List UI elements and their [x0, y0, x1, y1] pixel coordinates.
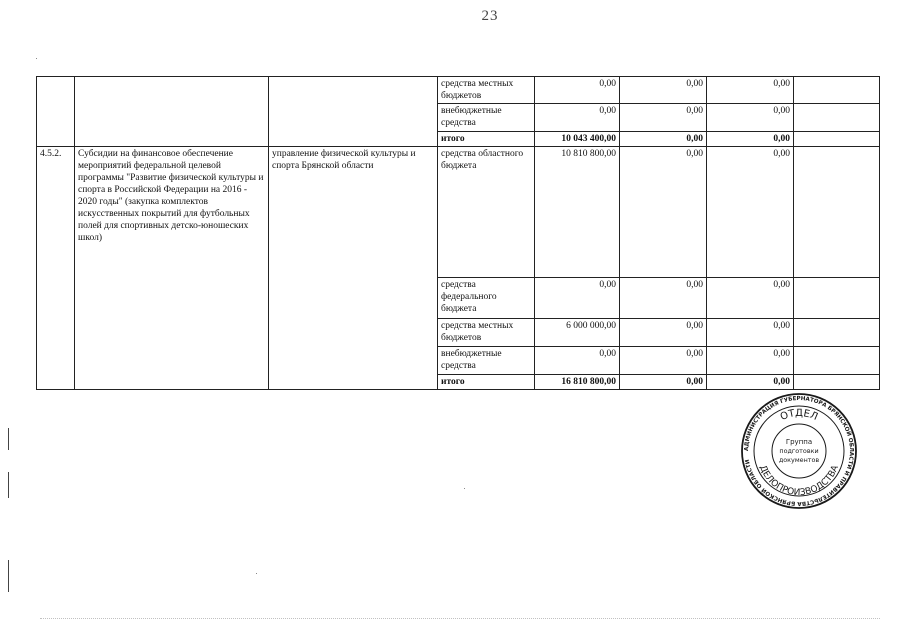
table-row [37, 77, 880, 104]
empty-cell [794, 375, 880, 390]
page-number: 23 [481, 8, 499, 24]
empty-cell [794, 347, 880, 375]
empty-cell [794, 77, 880, 104]
scan-mark [8, 428, 9, 450]
amount-value: 0,00 [535, 104, 620, 132]
total-label: итого [438, 375, 535, 390]
scan-line [40, 618, 880, 620]
budget-table [36, 76, 880, 390]
total-value: 0,00 [620, 132, 707, 147]
amount-value: 0,00 [707, 147, 794, 278]
amount-value: 10 810 800,00 [535, 147, 620, 278]
amount-value: 0,00 [707, 104, 794, 132]
amount-value: 0,00 [707, 77, 794, 104]
stamp-center-line: Группа [785, 438, 813, 446]
total-value: 16 810 800,00 [535, 375, 620, 390]
empty-cell [794, 278, 880, 319]
amount-value: 0,00 [535, 77, 620, 104]
funding-source-label: средства местных бюджетов [438, 77, 535, 104]
scan-mark [8, 560, 9, 592]
amount-value: 0,00 [620, 77, 707, 104]
amount-value: 6 000 000,00 [535, 319, 620, 347]
amount-value: 0,00 [707, 278, 794, 319]
name-cell-empty [75, 77, 269, 147]
amount-value: 0,00 [620, 347, 707, 375]
amount-value: 0,00 [535, 347, 620, 375]
total-value: 0,00 [707, 375, 794, 390]
amount-value: 0,00 [707, 319, 794, 347]
total-value: 0,00 [620, 375, 707, 390]
total-label: итого [438, 132, 535, 147]
stamp-center-line: подготовки [779, 447, 819, 455]
stamp-bottom-word: ДЕЛОПРОИЗВОДСТВА [757, 463, 841, 499]
table-row [37, 147, 880, 278]
amount-value: 0,00 [620, 319, 707, 347]
funding-source-label: средства федерального бюджета [438, 278, 535, 319]
total-value: 10 043 400,00 [535, 132, 620, 147]
empty-cell [794, 132, 880, 147]
amount-value: 0,00 [620, 104, 707, 132]
empty-cell [794, 319, 880, 347]
official-stamp [740, 392, 858, 510]
item-name: Субсидии на финансовое обеспечение мероприятий федеральной целевой программы "Развитие физической культуры и спорта в Российской Федерации на 2016 - 2020 годы" (закупка комплектов искусственных покрытий для футбольных полей для спортивных детско-юношеских школ) [75, 147, 269, 390]
item-executor: управление физической культуры и спорта Брянской области [269, 147, 438, 390]
scan-dot [464, 488, 465, 489]
scan-mark [8, 472, 9, 498]
code-cell-empty [37, 77, 75, 147]
funding-source-label: средства местных бюджетов [438, 319, 535, 347]
funding-source-label: средства областного бюджета [438, 147, 535, 278]
scan-dot [36, 58, 37, 59]
amount-value: 0,00 [535, 278, 620, 319]
stamp-center-line: документов [778, 456, 820, 464]
stamp-outer-text: АДМИНИСТРАЦИЯ ГУБЕРНАТОРА БРЯНСКОЙ ОБЛАСТИ И ПРАВИТЕЛЬСТВА БРЯНСКОЙ ОБЛАСТИ [743, 395, 855, 507]
item-code: 4.5.2. [37, 147, 75, 390]
funding-source-label: внебюджетные средства [438, 347, 535, 375]
amount-value: 0,00 [620, 147, 707, 278]
total-value: 0,00 [707, 132, 794, 147]
scan-dot [256, 573, 257, 574]
amount-value: 0,00 [620, 278, 707, 319]
empty-cell [794, 147, 880, 278]
empty-cell [794, 104, 880, 132]
stamp-top-word: ОТДЕЛ [778, 407, 820, 424]
amount-value: 0,00 [707, 347, 794, 375]
funding-source-label: внебюджетные средства [438, 104, 535, 132]
executor-cell-empty [269, 77, 438, 147]
